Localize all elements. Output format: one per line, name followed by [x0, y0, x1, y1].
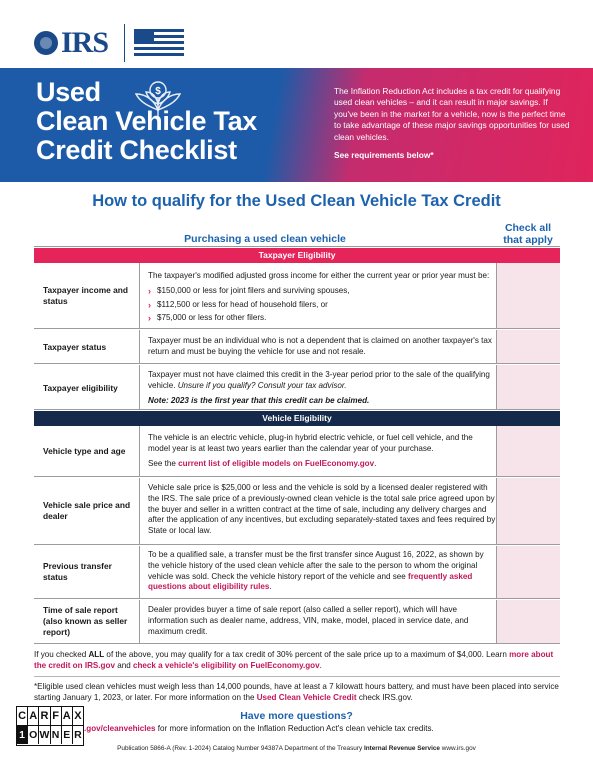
footnote-suffix: check IRS.gov.: [356, 693, 413, 702]
title-line: Clean Vehicle Tax: [36, 106, 258, 136]
row-text-main: Taxpayer must not have claimed this credit in the 3-year period prior to the sale of the qualifying vehicle.: [148, 370, 490, 390]
summary-text: [34, 649, 560, 671]
eligibility-faq-link[interactable]: frequently asked questions about eligibility rules: [148, 571, 473, 592]
list-item-text: $150,000 or less for joint filers and surviving spouses,: [157, 285, 350, 295]
carfax-letter: A: [28, 707, 39, 725]
eligible-models-link[interactable]: current list of eligible models on FuelEconomy.gov: [178, 458, 375, 468]
summary-part: and: [114, 661, 133, 670]
logo-bar: [0, 0, 593, 68]
row-content: [148, 370, 496, 410]
vehicle-eligibility-link[interactable]: check a vehicle's eligibility on FuelEconomy.gov: [132, 661, 320, 670]
row-label: Previous transfer status: [43, 561, 112, 582]
vehicle-eligibility-band: Vehicle Eligibility: [34, 411, 560, 426]
agency-name: Internal Revenue Service: [363, 745, 440, 752]
check-cell[interactable]: [497, 263, 560, 328]
column-divider: [139, 330, 140, 363]
list-item: [148, 286, 496, 297]
table-row: [34, 263, 560, 329]
row-label: Time of sale report (also known as seller report): [43, 605, 128, 637]
check-cell[interactable]: [497, 365, 560, 409]
chevron-right-icon: ›: [148, 313, 151, 324]
row-label: Taxpayer income and status: [43, 285, 129, 306]
questions-heading: Have more questions?: [240, 710, 353, 722]
title-line: Credit Checklist: [36, 135, 237, 165]
carfax-letter: W: [39, 726, 50, 744]
row-text-italic: Unsure if you qualify? Consult your tax advisor.: [177, 380, 347, 390]
check-cell[interactable]: [497, 600, 560, 643]
carfax-bottom: [17, 726, 83, 744]
logo-divider: [124, 24, 125, 62]
row-content: Taxpayer must be an individual who is not a dependent that is claimed on another taxpayer's tax return and must be buying the vehicle for use and not resale.: [148, 336, 492, 356]
carfax-letter: R: [39, 707, 50, 725]
carfax-letter: E: [62, 726, 73, 744]
requirements-note: See requirements below*: [334, 150, 434, 160]
row-label: Taxpayer eligibility: [43, 383, 118, 393]
table-row: [34, 365, 560, 410]
carfax-letter: 1: [17, 726, 28, 744]
carfax-letter: F: [51, 707, 62, 725]
irs-logo-text: IRS: [61, 26, 109, 59]
carfax-letter: C: [17, 707, 28, 725]
table-row: [34, 600, 560, 644]
row-note: Note: 2023 is the first year that this credit can be claimed.: [148, 395, 370, 405]
summary-all: ALL: [88, 650, 105, 659]
list-item-text: $112,500 or less for head of household filers, or: [157, 299, 328, 309]
footnote-text: *Eligible used clean vehicles must weigh less than 14,000 pounds, have at least a 7 kilowatt hours battery, and must have been placed into service starting January 1, 2023, or later. For more information on the: [34, 682, 559, 702]
list-item-text: $75,000 or less for other filers.: [157, 313, 267, 323]
row-suffix: .: [269, 582, 272, 592]
row-text: To be a qualified sale, a transfer must be the first transfer since August 16, 2022, as shown by the vehicle history of the used clean vehicle after the sale to the person to whom the original vehicle was sold. Check the vehicle history report of the vehicle and see: [148, 550, 484, 581]
carfax-letter: A: [62, 707, 73, 725]
summary-part: of the above, you may qualify for a tax credit of 30% percent of the sale price up to a maximum of $4,000. Learn: [104, 650, 510, 659]
row-label: Taxpayer status: [43, 342, 107, 352]
footer-rule: [34, 676, 560, 677]
check-cell[interactable]: [497, 546, 560, 598]
column-header-main: Purchasing a used clean vehicle: [184, 233, 346, 245]
row-content: [148, 433, 496, 473]
row-text: [148, 370, 496, 392]
chevron-right-icon: ›: [148, 285, 151, 296]
hero-intro: The Inflation Reduction Act includes a tax credit for qualifying used clean vehicles – and it can result in major savings. If you've been in the market for a vehicle, now is the perfect time to take advantage of these major savings opportunities for used clean vehicles.: [334, 86, 570, 142]
column-divider: [139, 365, 140, 409]
us-flag-icon: [134, 29, 184, 57]
column-divider: [139, 600, 140, 643]
carfax-badge: [16, 706, 84, 746]
table-row: [34, 426, 560, 477]
list-item: [148, 300, 496, 311]
row-content: Dealer provides buyer a time of sale report (also called a seller report), which will have information such as dealer name, address, VIN, make, model, placed in service date, and maximum credit.: [148, 605, 469, 636]
see-prefix: See the: [148, 458, 179, 468]
column-divider: [139, 546, 140, 598]
carfax-letter: X: [74, 710, 82, 722]
website: www.irs.gov: [439, 745, 476, 752]
money-plant-icon: [118, 80, 198, 120]
row-label: Vehicle type and age: [43, 446, 126, 456]
irs-logo: [34, 28, 108, 58]
table-row: [34, 330, 560, 364]
check-cell[interactable]: [497, 426, 560, 476]
column-divider: [139, 478, 140, 544]
chevron-right-icon: ›: [148, 299, 151, 310]
row-label: Vehicle sale price and dealer: [43, 500, 131, 521]
title-line: Used: [36, 77, 101, 107]
eagle-icon: [34, 31, 58, 55]
check-cell[interactable]: [497, 478, 560, 544]
row-link-line: [148, 459, 496, 470]
visit-text: [84, 724, 554, 733]
carfax-letter: N: [51, 726, 62, 744]
svg-text:$: $: [155, 86, 161, 97]
publication-info: Publication 5866-A (Rev. 1-2024) Catalog Number 94387A Department of the Treasury: [117, 745, 364, 752]
table-row: [34, 478, 560, 545]
summary-part: If you checked: [34, 650, 89, 659]
see-suffix: .: [374, 458, 377, 468]
row-text: The vehicle is an electric vehicle, plug-in hybrid electric vehicle, or fuel cell vehicle, and the model year is at least two years earlier than the calendar year of your purchase.: [148, 433, 473, 453]
used-clean-vehicle-credit-link[interactable]: Used Clean Vehicle Credit: [256, 693, 357, 702]
list-item: [148, 313, 496, 324]
table-row: [34, 546, 560, 599]
column-divider: [139, 426, 140, 476]
column-header-check: Check all that apply: [503, 222, 553, 246]
check-cell[interactable]: [497, 330, 560, 363]
visit-suffix: for more information on the Inflation Reduction Act's clean vehicle tax credits.: [155, 724, 434, 733]
publication-footer: [0, 745, 593, 752]
eligibility-footnote: [34, 681, 560, 703]
carfax-letter: O: [28, 726, 39, 744]
row-content: [148, 271, 496, 324]
carfax-letter: R: [74, 729, 82, 741]
row-content: [148, 550, 496, 593]
row-content: Vehicle sale price is $25,000 or less and the vehicle is sold by a licensed dealer registered with the IRS. The sale price of a previously-owned clean vehicle is the total sale price agreed upon by the buyer and seller in a written contract at the time of sale, including any delivery charges and after the application of any incentives, but excluding separately-stated taxes and fees required by State or local law.: [148, 483, 496, 536]
taxpayer-eligibility-band: Taxpayer Eligibility: [34, 248, 560, 263]
clean-vehicles-link[interactable]: .gov/cleanvehicles: [84, 724, 156, 733]
row-text: The taxpayer's modified adjusted gross income for either the current year or prior year must be:: [148, 271, 490, 280]
credit-info-link[interactable]: more about the credit on IRS.gov: [34, 650, 554, 670]
carfax-top: [17, 707, 83, 726]
header-rule: [34, 246, 560, 247]
column-divider: [139, 263, 140, 328]
summary-part: .: [319, 661, 322, 670]
section-subtitle: How to qualify for the Used Clean Vehicle Tax Credit: [92, 192, 501, 210]
